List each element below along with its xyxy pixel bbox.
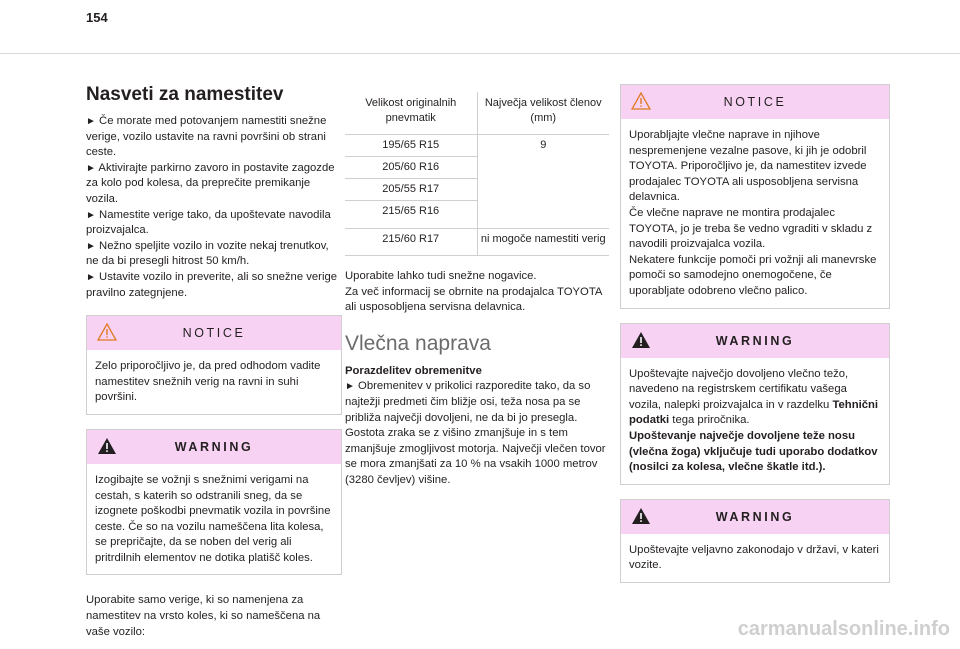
list-item: ► Namestite verige tako, da upoštevate navodila proizvajalca. [86, 208, 331, 237]
column-3 [620, 84, 890, 597]
list-item: ► Če morate med potovanjem namestiti snežne verige, vozilo ustavite na ravni površini ob strani ceste. [86, 115, 327, 159]
section-title-towing: Vlečna naprava [345, 331, 491, 355]
notice-box [620, 84, 890, 309]
table-cell: 205/55 R17 [345, 179, 477, 201]
notice-triangle-icon [631, 92, 651, 110]
notice-text: Uporabljajte vlečne naprave in njihove nespremenjene vezalne pasove, ki jih je odobril TOYOTA. Priporočljivo je, da namestitev izvede prodajalec TOYOTA ali usposobljena servisna delavnica. Če vlečne naprave ne montira prodajalec TOYOTA, jo je treba še vedno vgraditi v skladu z navodili proizvajalca vozila. Nekatere funkcije pomoči pri vožnji ali manevrske pomoči so samodejno onemogočene, če uporabljate odobreno vlečno palico. [629, 129, 877, 297]
notice-triangle-icon [97, 323, 117, 341]
bullet-arrow-icon: ► [86, 209, 96, 221]
watermark: carmanualsonline.info [737, 618, 950, 640]
column-2 [345, 92, 609, 489]
section-title-installation-tips: Nasveti za namestitev [86, 84, 284, 105]
warning-header [87, 430, 341, 464]
load-bullet: ► Obremenitev v prikolici razporedite tako, da so najtežji predmeti čim bližje osi, teža nosa pa se približa največji dovoljeni, ne da bi jo presegla. [345, 380, 591, 424]
table-cell: 205/60 R16 [345, 157, 477, 179]
bullet-arrow-icon: ► [86, 162, 96, 174]
bullet-arrow-icon: ► [345, 381, 355, 393]
notice-box [86, 315, 342, 415]
warning-label: WARNING [715, 333, 795, 348]
altitude-paragraph: Gostota zraka se z višino zmanjšuje in s tem zmanjšuje zmogljivost motorja. Največji vlečen tovor se mora zmanjšati za 10 % na vsakih 1000 metrov (3280 čevljev) višine. [345, 427, 606, 486]
snow-socks-note: Uporabite lahko tudi snežne nogavice. Za več informacij se obrnite na prodajalca TOYOTA ali usposobljena servisna delavnica. [345, 270, 602, 314]
table-cell: ni mogoče namestiti verig [477, 229, 609, 256]
notice-label: NOTICE [723, 95, 787, 109]
list-item: ► Nežno speljite vozilo in vozite nekaj trenutkov, ne da bi presegli hitrost 50 km/h. [86, 239, 329, 268]
subhead-load-distribution: Porazdelitev obremenitve [345, 364, 482, 377]
warning-bold-paragraph: Upoštevanje največje dovoljene teže nosu (vlečna žoga) vključuje tudi uporabo dodatkov (nosilci za kolesa, vlečne škatle itd.). [629, 429, 878, 474]
column-1 [86, 84, 342, 640]
notice-header [621, 85, 889, 119]
warning-box [620, 499, 890, 583]
list-item: ► Aktivirajte parkirno zavoro in postavite zagozde za kolo pod kolesa, da preprečite premikanje vozila. [86, 161, 335, 205]
warning-triangle-icon [97, 437, 117, 455]
table-cell: 215/65 R16 [345, 201, 477, 229]
warning-text: Izogibajte se vožnji s snežnimi verigami na cestah, s katerih so odstranili sneg, da se izognete poškodbi pnevmatik vozila in površine ceste. Če so na vozilu nameščena lita kolesa, se prepričajte, da se noben del verig ali pritrdilnih elementov ne dotika platišč koles. [95, 473, 331, 564]
tyre-chain-table [345, 92, 609, 256]
table-cell-link-size: 9 [477, 135, 609, 229]
notice-header [87, 316, 341, 350]
installation-steps [86, 114, 342, 301]
table-header-tyre-size: Velikost originalnih pnevmatik [345, 92, 477, 135]
warning-header [621, 500, 889, 534]
bullet-arrow-icon: ► [86, 271, 96, 283]
table-row [345, 135, 609, 157]
table-cell: 215/60 R17 [345, 229, 477, 256]
list-item: ► Ustavite vozilo in preverite, ali so snežne verige pravilno zategnjene. [86, 270, 338, 299]
warning-box [620, 323, 890, 485]
warning-text: Upoštevajte veljavno zakonodajo v državi, v kateri vozite. [629, 543, 879, 572]
warning-label: WARNING [715, 509, 795, 524]
header-divider [0, 53, 960, 54]
table-header-link-size: Največja velikost členov (mm) [477, 92, 609, 135]
warning-text: Upoštevajte največjo dovoljeno vlečno težo, navedeno na registrskem certifikatu vašega vozila, nalepki proizvajalca in v razdelku Tehnični podatki tega priročnika. Upoštevanje največje dovoljene teže nosu (vlečna žoga) vključuje tudi uporabo dodatkov (nosilci za kolesa, vlečne škatle itd.). [621, 358, 889, 484]
warning-label: WARNING [174, 439, 254, 454]
warning-header [621, 324, 889, 358]
table-row [345, 229, 609, 256]
bullet-arrow-icon: ► [86, 240, 96, 252]
notice-label: NOTICE [182, 326, 246, 341]
page-number: 154 [86, 10, 108, 25]
bullet-arrow-icon: ► [86, 116, 96, 127]
chains-fitting-note: Uporabite samo verige, ki so namenjena za namestitev na vrsto koles, ki so nameščena na vaše vozilo: [86, 594, 321, 638]
warning-triangle-icon [631, 507, 651, 525]
table-cell: 195/65 R15 [382, 139, 440, 151]
warning-triangle-icon [631, 331, 651, 349]
warning-box [86, 429, 342, 576]
notice-text: Zelo priporočljivo je, da pred odhodom vadite namestitev snežnih verig na ravni in suhi površini. [95, 360, 321, 404]
